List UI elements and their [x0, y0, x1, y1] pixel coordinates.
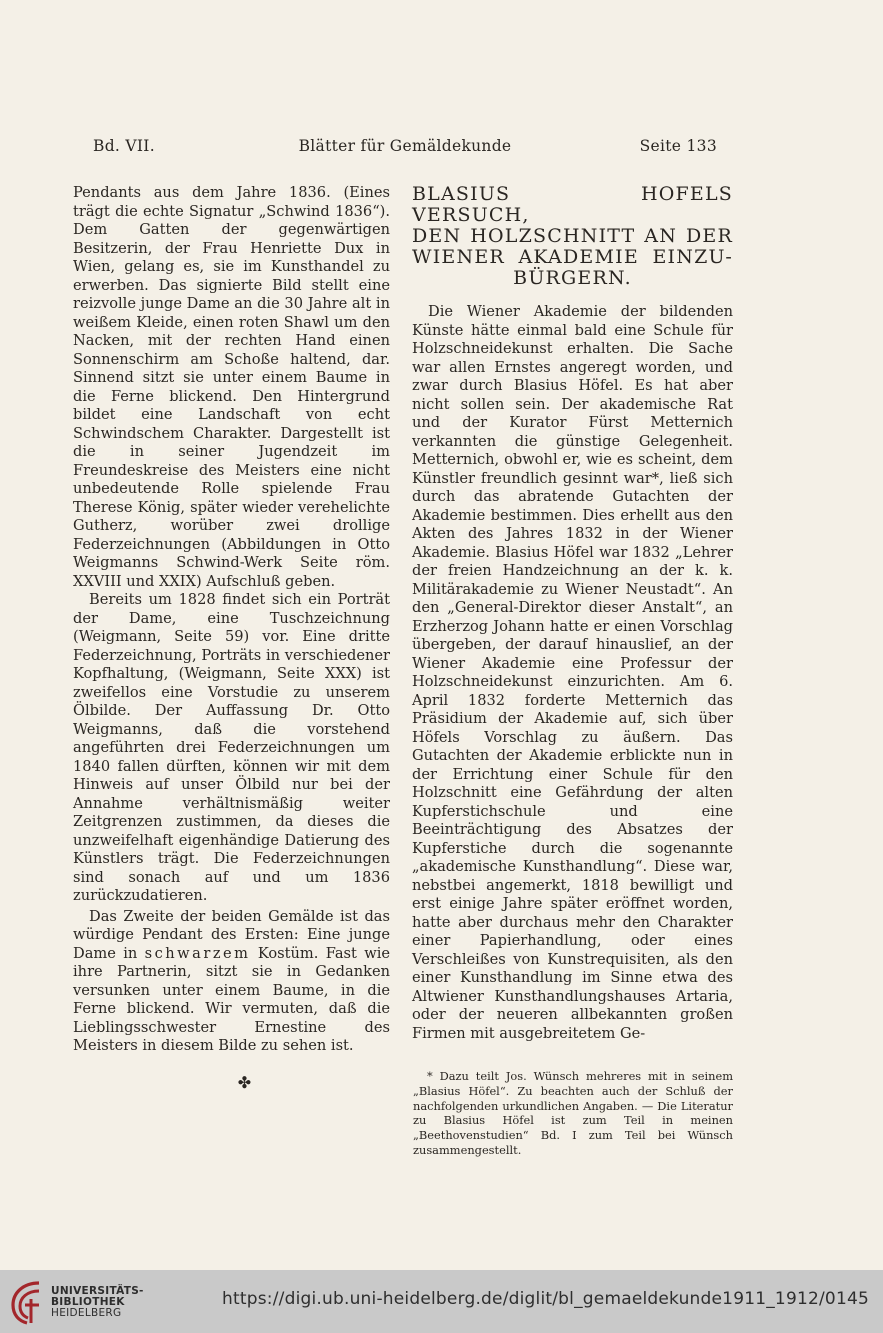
- paragraph-text: Das Zweite der beiden Gemälde ist das würdige Pendant des Ersten: Eine junge Dame in: [73, 907, 390, 962]
- volume-number: Bd. VII.: [93, 137, 155, 155]
- logo-stem: [25, 1299, 39, 1323]
- paragraph: Pendants aus dem Jahre 1836. (Eines trägt die echte Signatur „Schwind 1836“). Dem Gatten der gegenwärtigen Besitzerin, der Frau Henriette Dux in Wien, gelang es, sie im Kunsthandel zu erwerben. Das signierte Bild stellt eine reizvolle junge Dame an die 30 Jahre alt in weißem Kleide, einen roten Shawl um den Nacken, mit der rechten Hand einen Sonnenschirm am Schoße haltend, dar. Sinnend sitzt sie unter einem Baume in die Ferne blickend. Den Hintergrund bildet eine Landschaft von echt Schwindschem Charakter. Dargestellt ist die in seiner Jugendzeit im Freundeskreise des Meisters eine nicht unbedeutende Rolle spielende Frau Therese König, später wieder verehelichte Gutherz, worüber zwei drollige Federzeichnungen (Abbildungen in Otto Weigmanns Schwind-Werk Seite röm. XXVIII und XXIX) Aufschluß geben.: [73, 184, 390, 590]
- title-line: WIENER AKADEMIE EINZU-: [412, 246, 733, 268]
- left-column: [73, 184, 390, 1092]
- paragraph: [73, 908, 390, 1056]
- library-name[interactable]: [51, 1286, 144, 1319]
- article-title: [412, 184, 733, 289]
- emphasized-word: schwarzem: [144, 944, 251, 962]
- right-column: [412, 184, 733, 1158]
- library-name-line: BIBLIOTHEK: [51, 1296, 125, 1308]
- title-line: BÜRGERN.: [513, 267, 632, 289]
- library-name-line: UNIVERSITÄTS-: [51, 1285, 144, 1297]
- viewer-footer-bar: [0, 1270, 883, 1333]
- ornament-icon: ✤: [237, 1072, 252, 1092]
- footnote-text: * Dazu teilt Jos. Wünsch mehreres mit in seinem „Blasius Höfel“. Zu beachten auch der Schluß der nachfolgenden urkundlichen Angaben. — Die Literatur zu Blasius Höfel ist zum Teil in meinen „Beethovenstudien“ Bd. I zum Teil bei Wünsch zusammengestellt.: [413, 1069, 733, 1157]
- footnote: [412, 1069, 733, 1158]
- library-name-line: HEIDELBERG: [51, 1307, 122, 1319]
- paragraph: Die Wiener Akademie der bildenden Künste hätte einmal bald eine Schule für Holzschneidekunst erhalten. Die Sache war allen Ernstes angeregt worden, und zwar durch Blasius Höfel. Es hat aber nicht sollen sein. Der akademische Rat und der Kurator Fürst Metternich verkannten die günstige Gelegenheit. Metternich, obwohl er, wie es scheint, dem Künstler freundlich gesinnt war*, ließ sich durch das abratende Gutachten der Akademie bestimmen. Dies erhellt aus den Akten des Jahres 1832 in der Wiener Akademie. Blasius Höfel war 1832 „Lehrer der freien Handzeichnung an der k. k. Militärakademie zu Wiener Neustadt“. An den „General-Direktor dieser Anstalt“, an Erzherzog Johann hatte er einen Vorschlag übergeben, der darauf hinauslief, an der Wiener Akademie eine Professur der Holzschneidekunst einzurichten. Am 6. April 1832 forderte Metternich das Präsidium der Akademie auf, sich über Höfels Vorschlag zu äußern. Das Gutachten der Akademie erblickte nun in der Errichtung einer Schule für den Holzschnitt eine Gefährdung der alten Kupferstichschule und eine Beeinträchtigung des Absatzes der Kupferstiche durch die sogenannte „akademische Kunsthandlung“. Diese war, nebstbei angemerkt, 1818 bewilligt und erst einige Jahre später eröffnet worden, hatte aber durchaus mehr den Charakter einer Papierhandlung, oder eines Verschleißes von Kunstrequisiten, als den einer Kunsthandlung im Sinne etwa des Altwiener Kunsthandlungshauses Artaria, oder der neueren allbekannten großen Firmen mit ausgebreitetem Ge-: [412, 303, 733, 1042]
- permalink-url[interactable]: https://digi.ub.uni-heidelberg.de/diglit/bl_gemaeldekunde1911_1912/0145: [222, 1289, 869, 1309]
- running-header: [93, 137, 717, 161]
- paragraph: Bereits um 1828 findet sich ein Porträt der Dame, eine Tuschzeichnung (Weigmann, Seite 59) vor. Eine dritte Federzeichnung, Porträts in verschiedener Kopfhaltung, (Weigmann, Seite XXX) ist zweifellos eine Vorstudie zu unserem Ölbilde. Der Auffassung Dr. Otto Weigmanns, daß die vorstehend angeführten drei Federzeichnungen um 1840 fallen dürften, können wir mit dem Hinweis auf unser Ölbild nur bei der Annahme verhältnismäßig weiter Zeitgrenzen zustimmen, da dieses die unzweifelhaft eigenhändige Datierung des Künstlers trägt. Die Federzeichnungen sind sonach auf und um 1836 zurückzudatieren.: [73, 591, 390, 904]
- title-line: BLASIUS HOFELS VERSUCH,: [412, 183, 733, 226]
- university-library-logo-icon[interactable]: [9, 1279, 43, 1325]
- journal-title: Blätter für Gemäldekunde: [298, 137, 512, 155]
- title-line: DEN HOLZSCHNITT AN DER: [412, 225, 733, 247]
- paragraph-text: Kostüm. Fast wie ihre Partnerin, sitzt sie in Gedanken versunken unter einem Baume, in die Ferne blickend. Wir vermuten, daß die Lieblingsschwester Ernestine des Meisters in diesem Bilde zu sehen ist.: [73, 944, 391, 1054]
- page-number: Seite 133: [639, 137, 717, 155]
